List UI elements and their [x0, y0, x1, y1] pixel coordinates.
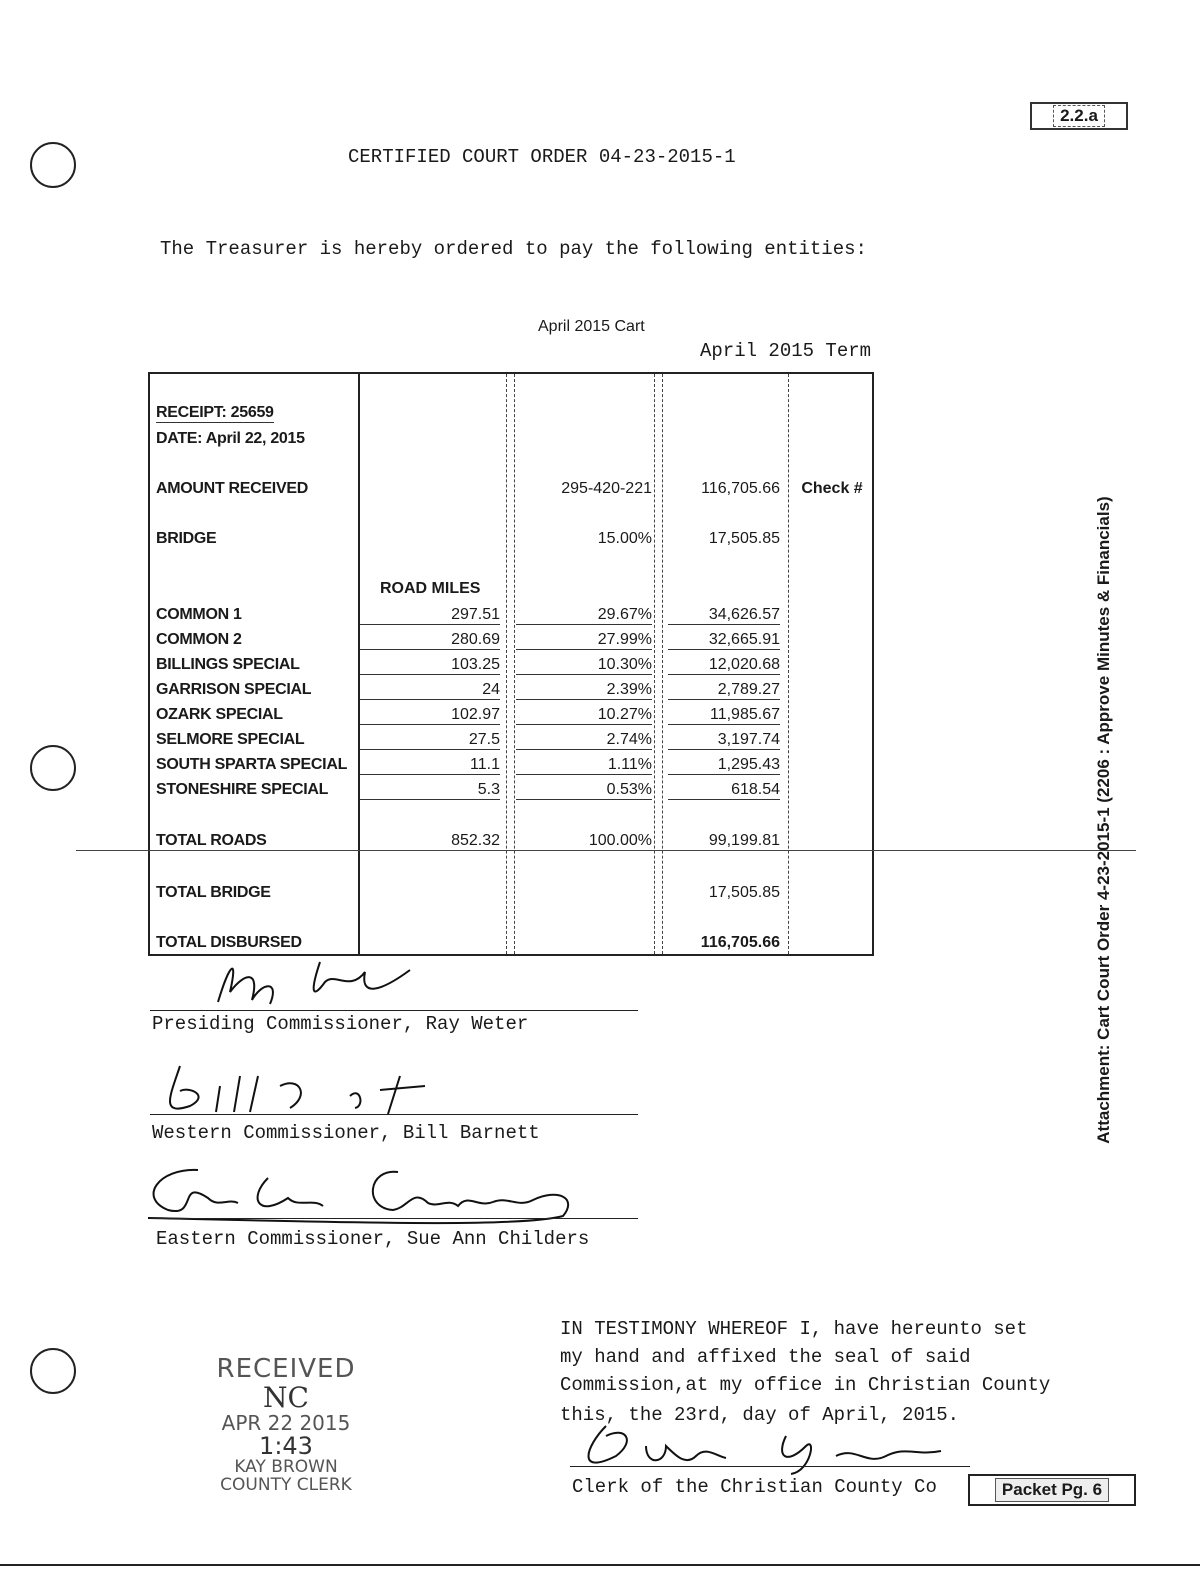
row-label: AMOUNT RECEIVED [156, 480, 308, 497]
miles-value: 103.25 [360, 656, 500, 675]
percent-value: 2.74% [516, 731, 652, 750]
intro-text: The Treasurer is hereby ordered to pay the following entities: [160, 238, 867, 260]
amount-value: 2,789.27 [668, 681, 780, 700]
account-number: 295-420-221 [561, 480, 652, 497]
amount-value: 12,020.68 [668, 656, 780, 675]
table-row [150, 727, 872, 752]
receipt-date: DATE: April 22, 2015 [156, 430, 305, 447]
amount-value: 3,197.74 [668, 731, 780, 750]
stamp-time: 1:43 [259, 1431, 313, 1460]
stamp-clerk-name: KAY BROWN [234, 1456, 338, 1477]
table-row [150, 602, 872, 627]
signature-line-eastern [150, 1218, 638, 1219]
table-row [150, 702, 872, 727]
table-row [150, 777, 872, 802]
table-row [150, 652, 872, 677]
date-row [150, 426, 872, 451]
percent-value: 2.39% [516, 681, 652, 700]
amount-received-row [150, 476, 872, 501]
caption-eastern-commissioner: Eastern Commissioner, Sue Ann Childers [156, 1228, 590, 1250]
stamp-initials: NC [263, 1381, 309, 1415]
signature-clerk [566, 1416, 946, 1476]
stamp-clerk-title: COUNTY CLERK [220, 1474, 352, 1495]
road-miles-header: ROAD MILES [380, 580, 481, 597]
testimony-line-2: my hand and affixed the seal of said [560, 1346, 971, 1368]
miles-value: 297.51 [360, 606, 500, 625]
receipt-number: RECEIPT: 25659 [156, 404, 274, 421]
row-label: BILLINGS SPECIAL [156, 656, 300, 673]
stamp-received-label: RECEIVED [216, 1354, 356, 1384]
row-label: TOTAL BRIDGE [156, 884, 271, 901]
document-title: CERTIFIED COURT ORDER 04-23-2015-1 [348, 146, 736, 168]
received-stamp [196, 1356, 376, 1495]
miles-value: 5.3 [360, 781, 500, 800]
miles-value: 11.1 [360, 756, 500, 775]
amount-value: 32,665.91 [668, 631, 780, 650]
page-badge: 2.2.a [1030, 102, 1128, 130]
miles-value: 280.69 [360, 631, 500, 650]
miles-value: 24 [360, 681, 500, 700]
stamp-date: APR 22 2015 [221, 1410, 351, 1435]
row-label: TOTAL ROADS [156, 832, 267, 849]
table-row [150, 627, 872, 652]
amount-value: 17,505.85 [708, 530, 780, 547]
packet-page-badge: Packet Pg. 6 [968, 1474, 1136, 1506]
amount-value: 1,295.43 [668, 756, 780, 775]
binder-hole-bottom [30, 1348, 76, 1394]
percent-value: 27.99% [516, 631, 652, 650]
row-label: COMMON 1 [156, 606, 242, 623]
testimony-line-3: Commission,at my office in Christian County [560, 1374, 1051, 1396]
table-row [150, 752, 872, 777]
table-row [150, 677, 872, 702]
caption-western-commissioner: Western Commissioner, Bill Barnett [152, 1122, 540, 1144]
miles-value: 852.32 [451, 832, 500, 849]
percent-value: 1.11% [516, 756, 652, 775]
percent-value: 0.53% [516, 781, 652, 800]
signature-ray-weter [200, 952, 440, 1012]
row-label: SOUTH SPARTA SPECIAL [156, 756, 348, 773]
disbursement-table [148, 372, 874, 956]
testimony-line-4: this, the 23rd, day of April, 2015. [560, 1404, 960, 1426]
clerk-caption: Clerk of the Christian County Co [572, 1476, 937, 1498]
row-label: GARRISON SPECIAL [156, 681, 312, 698]
fold-line [76, 850, 1136, 851]
percent-value: 15.00% [597, 530, 652, 547]
amount-value: 11,985.67 [668, 706, 780, 725]
term-label: April 2015 Term [700, 340, 872, 362]
percent-value: 10.27% [516, 706, 652, 725]
binder-hole-middle [30, 745, 76, 791]
receipt-row [150, 400, 872, 425]
row-label: SELMORE SPECIAL [156, 731, 305, 748]
row-label: COMMON 2 [156, 631, 242, 648]
row-label: TOTAL DISBURSED [156, 934, 302, 951]
amount-value: 17,505.85 [708, 884, 780, 901]
signature-line-western [150, 1114, 638, 1115]
miles-value: 27.5 [360, 731, 500, 750]
bridge-row [150, 526, 872, 551]
total-bridge-row [150, 880, 872, 905]
attachment-side-note: Attachment: Cart Court Order 4-23-2015-1 (2206 : Approve Minutes & Financials) [1094, 496, 1113, 1144]
row-label: BRIDGE [156, 530, 217, 547]
percent-value: 10.30% [516, 656, 652, 675]
amount-value: 116,705.66 [700, 934, 780, 951]
signature-line-clerk [570, 1466, 970, 1467]
check-number-header: Check # [801, 480, 863, 497]
amount-value: 34,626.57 [668, 606, 780, 625]
signature-line-presiding [150, 1010, 638, 1011]
row-label: STONESHIRE SPECIAL [156, 781, 329, 798]
row-label: OZARK SPECIAL [156, 706, 283, 723]
cart-label: April 2015 Cart [538, 318, 645, 335]
percent-value: 100.00% [588, 832, 652, 849]
testimony-line-1: IN TESTIMONY WHEREOF I, have hereunto set [560, 1318, 1028, 1340]
amount-value: 116,705.66 [701, 480, 780, 497]
percent-value: 29.67% [516, 606, 652, 625]
signature-sue-ann-childers [138, 1158, 588, 1230]
amount-value: 99,199.81 [708, 832, 780, 849]
binder-hole-top [30, 142, 76, 188]
miles-value: 102.97 [360, 706, 500, 725]
signature-bill-barnett [150, 1056, 450, 1118]
amount-value: 618.54 [668, 781, 780, 800]
page-bottom-rule [0, 1564, 1200, 1566]
caption-presiding-commissioner: Presiding Commissioner, Ray Weter [152, 1013, 529, 1035]
